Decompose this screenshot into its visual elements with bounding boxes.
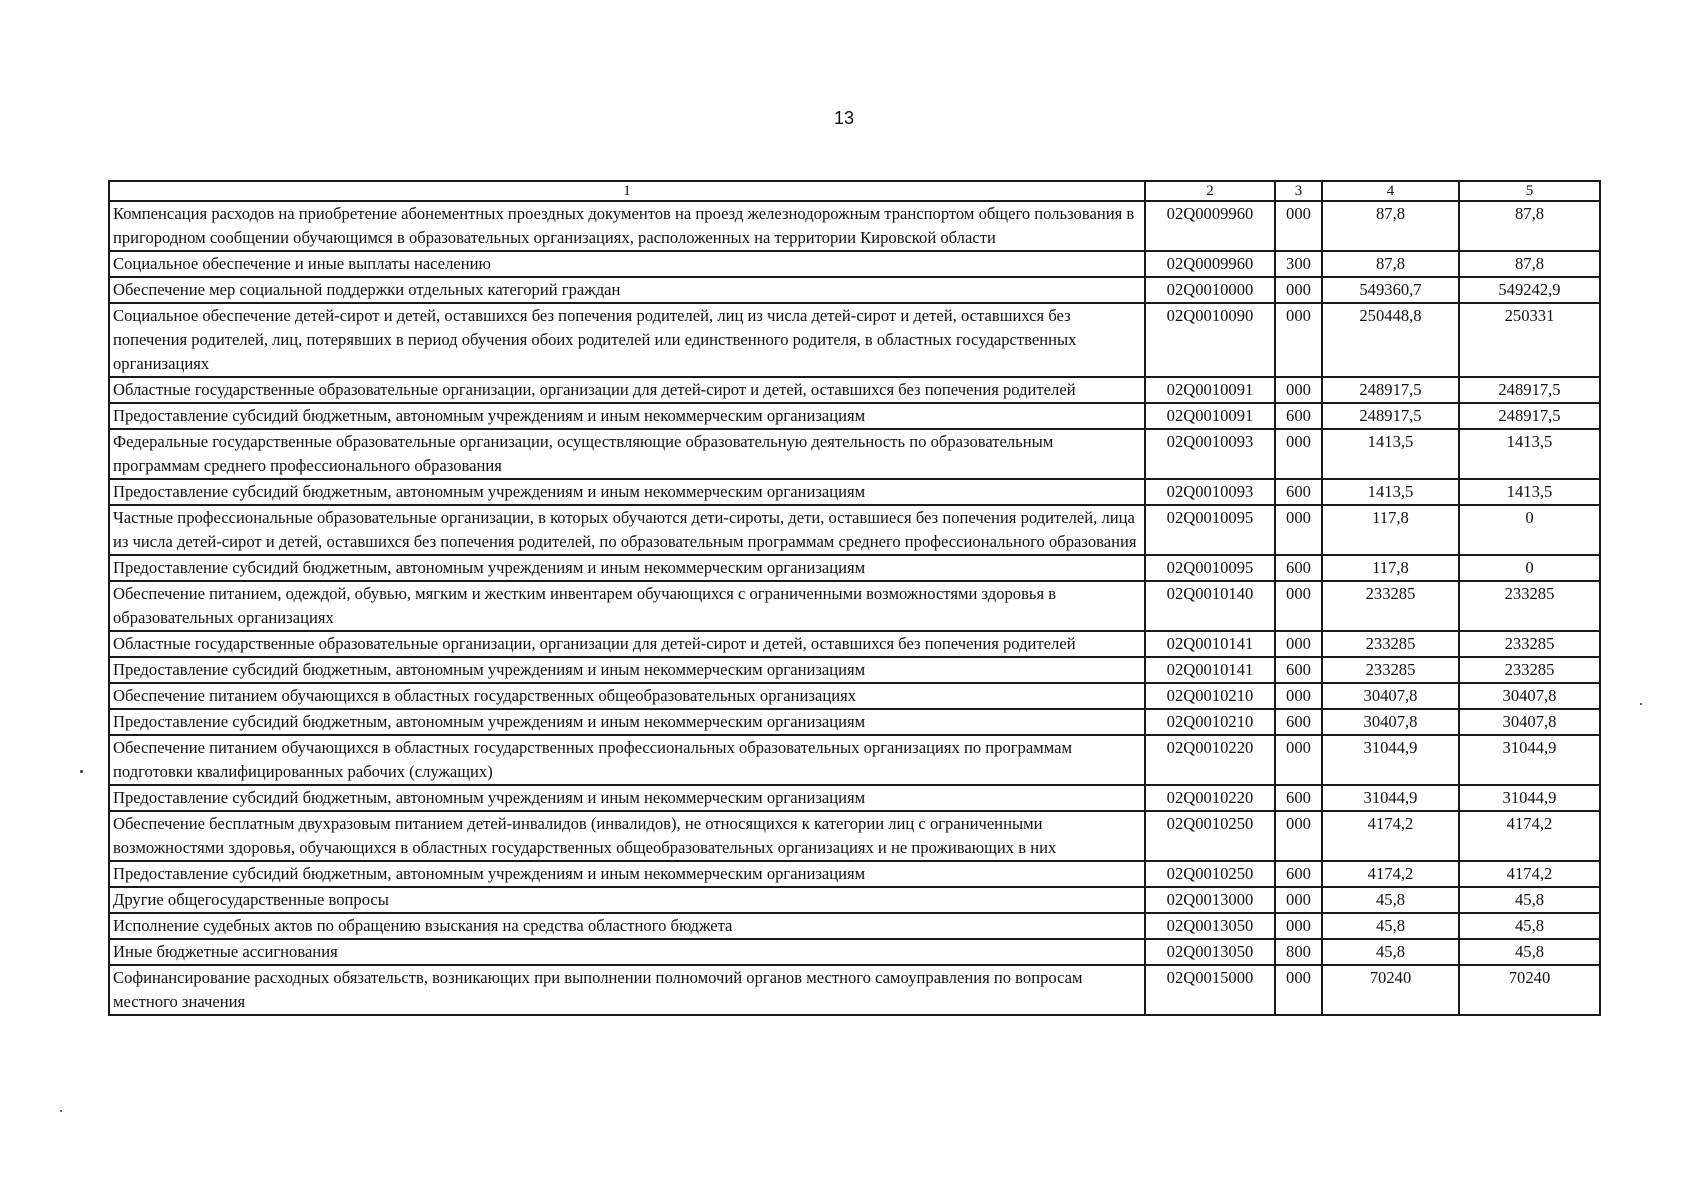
row-target-code: 02Q0010250	[1145, 861, 1275, 887]
row-target-code: 02Q0010220	[1145, 785, 1275, 811]
table-header-row	[109, 181, 1600, 201]
row-value-col4: 233285	[1322, 657, 1459, 683]
row-description: Софинансирование расходных обязательств, возникающих при выполнении полномочий органов местного самоуправления по вопросам местного значения	[109, 965, 1145, 1015]
row-target-code: 02Q0010091	[1145, 403, 1275, 429]
row-value-col4: 549360,7	[1322, 277, 1459, 303]
row-description: Обеспечение питанием обучающихся в областных государственных общеобразовательных организациях	[109, 683, 1145, 709]
row-target-code: 02Q0010140	[1145, 581, 1275, 631]
row-value-col5: 248917,5	[1459, 403, 1600, 429]
row-value-col4: 30407,8	[1322, 683, 1459, 709]
row-description: Предоставление субсидий бюджетным, автономным учреждениям и иным некоммерческим организациям	[109, 861, 1145, 887]
table-row	[109, 861, 1600, 887]
row-value-col4: 87,8	[1322, 201, 1459, 251]
row-expense-type: 000	[1275, 887, 1322, 913]
row-target-code: 02Q0010250	[1145, 811, 1275, 861]
row-target-code: 02Q0009960	[1145, 251, 1275, 277]
row-value-col4: 87,8	[1322, 251, 1459, 277]
row-expense-type: 000	[1275, 735, 1322, 785]
row-value-col5: 1413,5	[1459, 429, 1600, 479]
row-expense-type: 000	[1275, 303, 1322, 377]
table-row	[109, 201, 1600, 251]
table-row	[109, 657, 1600, 683]
row-value-col5: 45,8	[1459, 939, 1600, 965]
row-value-col5: 4174,2	[1459, 861, 1600, 887]
row-description: Исполнение судебных актов по обращению взыскания на средства областного бюджета	[109, 913, 1145, 939]
row-target-code: 02Q0010141	[1145, 657, 1275, 683]
row-description: Областные государственные образовательные организации, организации для детей-сирот и детей, оставшихся без попечения родителей	[109, 377, 1145, 403]
row-value-col4: 4174,2	[1322, 861, 1459, 887]
row-target-code: 02Q0010210	[1145, 709, 1275, 735]
row-value-col4: 117,8	[1322, 555, 1459, 581]
row-target-code: 02Q0010095	[1145, 555, 1275, 581]
row-description: Обеспечение питанием обучающихся в областных государственных профессиональных образовательных организациях по программам подготовки квалифицированных рабочих (служащих)	[109, 735, 1145, 785]
budget-table	[108, 180, 1601, 1016]
row-value-col5: 248917,5	[1459, 377, 1600, 403]
table-row	[109, 939, 1600, 965]
row-expense-type: 000	[1275, 683, 1322, 709]
row-expense-type: 000	[1275, 811, 1322, 861]
row-expense-type: 000	[1275, 581, 1322, 631]
row-description: Предоставление субсидий бюджетным, автономным учреждениям и иным некоммерческим организациям	[109, 785, 1145, 811]
table-body	[109, 201, 1600, 1015]
row-target-code: 02Q0010210	[1145, 683, 1275, 709]
row-value-col4: 233285	[1322, 581, 1459, 631]
table-row	[109, 479, 1600, 505]
row-target-code: 02Q0009960	[1145, 201, 1275, 251]
table-row	[109, 785, 1600, 811]
row-expense-type: 600	[1275, 403, 1322, 429]
row-value-col5: 549242,9	[1459, 277, 1600, 303]
row-description: Областные государственные образовательные организации, организации для детей-сирот и детей, оставшихся без попечения родителей	[109, 631, 1145, 657]
row-value-col4: 45,8	[1322, 887, 1459, 913]
table-row	[109, 251, 1600, 277]
table-row	[109, 683, 1600, 709]
table-row	[109, 429, 1600, 479]
table-row	[109, 555, 1600, 581]
row-value-col5: 45,8	[1459, 887, 1600, 913]
row-description: Иные бюджетные ассигнования	[109, 939, 1145, 965]
row-expense-type: 000	[1275, 631, 1322, 657]
row-expense-type: 600	[1275, 657, 1322, 683]
row-value-col4: 1413,5	[1322, 429, 1459, 479]
row-expense-type: 800	[1275, 939, 1322, 965]
row-value-col4: 45,8	[1322, 939, 1459, 965]
row-description: Предоставление субсидий бюджетным, автономным учреждениям и иным некоммерческим организациям	[109, 657, 1145, 683]
row-value-col4: 4174,2	[1322, 811, 1459, 861]
table-row	[109, 709, 1600, 735]
table-row	[109, 965, 1600, 1015]
row-value-col5: 233285	[1459, 657, 1600, 683]
header-col-4: 4	[1322, 181, 1459, 201]
row-description: Социальное обеспечение детей-сирот и детей, оставшихся без попечения родителей, лиц из числа детей-сирот и детей, оставшихся без попечения родителей, лиц, потерявших в период обучения обоих родителей или единственного родителя, в областных государственных организациях	[109, 303, 1145, 377]
table-row	[109, 505, 1600, 555]
row-value-col4: 117,8	[1322, 505, 1459, 555]
row-value-col4: 248917,5	[1322, 403, 1459, 429]
row-expense-type: 000	[1275, 965, 1322, 1015]
row-value-col5: 250331	[1459, 303, 1600, 377]
table-row	[109, 303, 1600, 377]
row-description: Федеральные государственные образовательные организации, осуществляющие образовательную деятельность по образовательным программам среднего профессионального образования	[109, 429, 1145, 479]
row-expense-type: 000	[1275, 505, 1322, 555]
header-col-5: 5	[1459, 181, 1600, 201]
row-expense-type: 000	[1275, 277, 1322, 303]
row-expense-type: 000	[1275, 913, 1322, 939]
row-value-col5: 87,8	[1459, 201, 1600, 251]
row-value-col4: 248917,5	[1322, 377, 1459, 403]
row-description: Обеспечение питанием, одеждой, обувью, мягким и жестким инвентарем обучающихся с ограниченными возможностями здоровья в образовательных организациях	[109, 581, 1145, 631]
table-row	[109, 913, 1600, 939]
row-value-col4: 31044,9	[1322, 785, 1459, 811]
table-row	[109, 403, 1600, 429]
row-description: Частные профессиональные образовательные организации, в которых обучаются дети-сироты, дети, оставшиеся без попечения родителей, лица из числа детей-сирот и детей, оставшихся без попечения родителей, по образовательным программам среднего профессионального образования	[109, 505, 1145, 555]
row-value-col4: 31044,9	[1322, 735, 1459, 785]
row-target-code: 02Q0010090	[1145, 303, 1275, 377]
row-description: Компенсация расходов на приобретение абонементных проездных документов на проезд железнодорожным транспортом общего пользования в пригородном сообщении обучающимся в образовательных организациях, расположенных на территории Кировской области	[109, 201, 1145, 251]
table-row	[109, 581, 1600, 631]
row-value-col4: 250448,8	[1322, 303, 1459, 377]
row-value-col5: 233285	[1459, 581, 1600, 631]
row-value-col5: 0	[1459, 555, 1600, 581]
row-value-col5: 233285	[1459, 631, 1600, 657]
row-value-col4: 45,8	[1322, 913, 1459, 939]
row-value-col5: 31044,9	[1459, 735, 1600, 785]
row-value-col5: 87,8	[1459, 251, 1600, 277]
page-number: 13	[833, 108, 855, 128]
row-target-code: 02Q0010220	[1145, 735, 1275, 785]
row-expense-type: 600	[1275, 785, 1322, 811]
header-col-3: 3	[1275, 181, 1322, 201]
row-value-col5: 30407,8	[1459, 709, 1600, 735]
table-row	[109, 735, 1600, 785]
table-row	[109, 811, 1600, 861]
row-value-col5: 1413,5	[1459, 479, 1600, 505]
row-value-col4: 70240	[1322, 965, 1459, 1015]
table-row	[109, 631, 1600, 657]
row-expense-type: 000	[1275, 201, 1322, 251]
row-description: Предоставление субсидий бюджетным, автономным учреждениям и иным некоммерческим организациям	[109, 709, 1145, 735]
row-description: Социальное обеспечение и иные выплаты населению	[109, 251, 1145, 277]
row-description: Предоставление субсидий бюджетным, автономным учреждениям и иным некоммерческим организациям	[109, 479, 1145, 505]
row-description: Обеспечение бесплатным двухразовым питанием детей-инвалидов (инвалидов), не относящихся к категории лиц с ограниченными возможностями здоровья, обучающихся в областных государственных общеобразовательных организациях и не проживающих в них	[109, 811, 1145, 861]
header-col-2: 2	[1145, 181, 1275, 201]
scan-speck	[80, 770, 83, 773]
row-value-col5: 0	[1459, 505, 1600, 555]
row-target-code: 02Q0010141	[1145, 631, 1275, 657]
row-expense-type: 300	[1275, 251, 1322, 277]
row-expense-type: 000	[1275, 377, 1322, 403]
row-target-code: 02Q0010093	[1145, 429, 1275, 479]
row-target-code: 02Q0013050	[1145, 939, 1275, 965]
scan-speck	[1640, 703, 1642, 705]
row-target-code: 02Q0010095	[1145, 505, 1275, 555]
header-col-1: 1	[109, 181, 1145, 201]
row-value-col4: 233285	[1322, 631, 1459, 657]
row-value-col5: 4174,2	[1459, 811, 1600, 861]
row-value-col4: 1413,5	[1322, 479, 1459, 505]
row-description: Предоставление субсидий бюджетным, автономным учреждениям и иным некоммерческим организациям	[109, 555, 1145, 581]
row-value-col5: 30407,8	[1459, 683, 1600, 709]
row-description: Обеспечение мер социальной поддержки отдельных категорий граждан	[109, 277, 1145, 303]
table-row	[109, 887, 1600, 913]
scan-speck	[60, 1110, 62, 1112]
row-target-code: 02Q0010093	[1145, 479, 1275, 505]
row-value-col4: 30407,8	[1322, 709, 1459, 735]
table-row	[109, 277, 1600, 303]
row-target-code: 02Q0010091	[1145, 377, 1275, 403]
row-expense-type: 600	[1275, 479, 1322, 505]
row-expense-type: 600	[1275, 709, 1322, 735]
row-expense-type: 600	[1275, 861, 1322, 887]
table-row	[109, 377, 1600, 403]
row-target-code: 02Q0015000	[1145, 965, 1275, 1015]
row-description: Предоставление субсидий бюджетным, автономным учреждениям и иным некоммерческим организациям	[109, 403, 1145, 429]
row-expense-type: 000	[1275, 429, 1322, 479]
row-target-code: 02Q0010000	[1145, 277, 1275, 303]
row-value-col5: 70240	[1459, 965, 1600, 1015]
row-target-code: 02Q0013050	[1145, 913, 1275, 939]
row-expense-type: 600	[1275, 555, 1322, 581]
row-target-code: 02Q0013000	[1145, 887, 1275, 913]
row-value-col5: 45,8	[1459, 913, 1600, 939]
row-value-col5: 31044,9	[1459, 785, 1600, 811]
row-description: Другие общегосударственные вопросы	[109, 887, 1145, 913]
